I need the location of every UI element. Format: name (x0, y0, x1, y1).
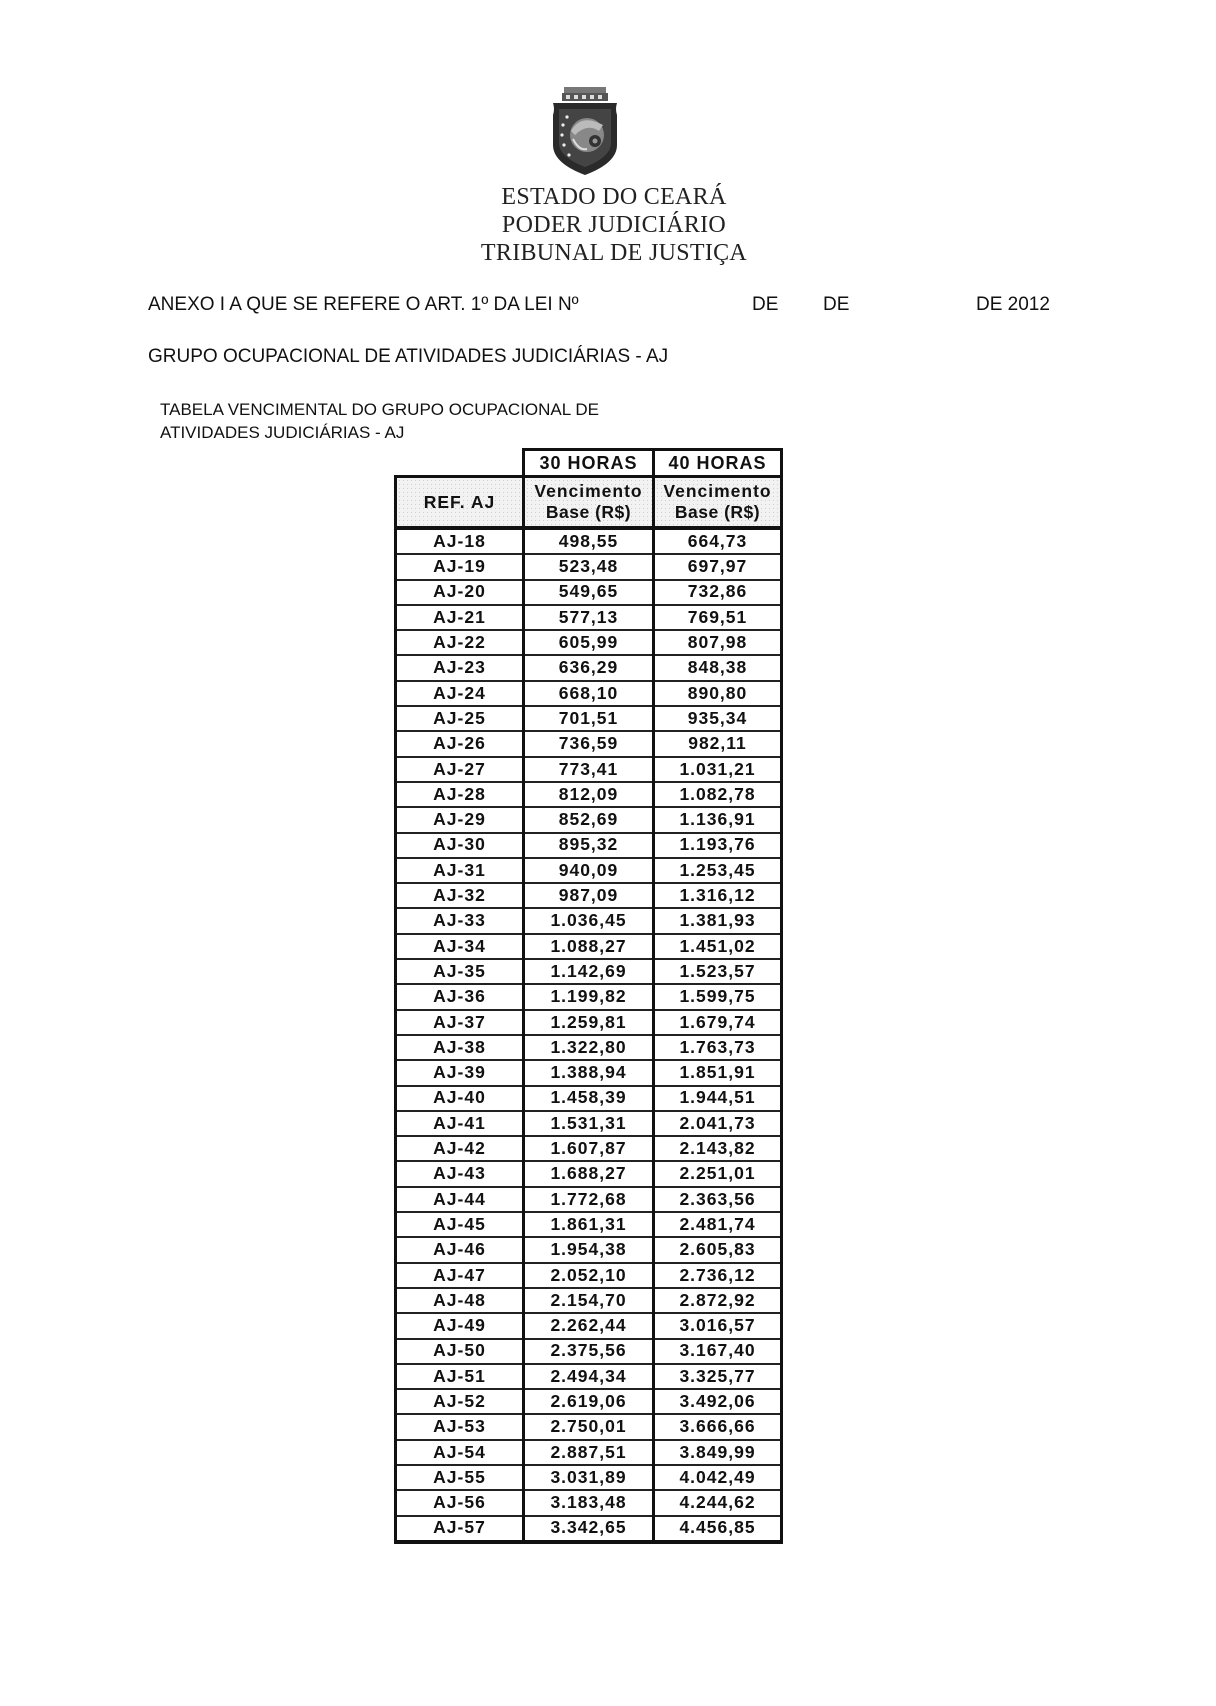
salary-30h-cell: 549,65 (524, 580, 654, 605)
ref-cell: AJ-53 (396, 1414, 524, 1439)
salary-40h-cell: 1.851,91 (654, 1060, 782, 1085)
salary-30h-cell: 773,41 (524, 757, 654, 782)
ref-cell: AJ-49 (396, 1313, 524, 1338)
table-row (396, 605, 782, 630)
table-title-line1: TABELA VENCIMENTAL DO GRUPO OCUPACIONAL DE (160, 400, 599, 419)
salary-40h-cell: 807,98 (654, 630, 782, 655)
table-row (396, 1060, 782, 1085)
ref-cell: AJ-46 (396, 1237, 524, 1262)
ref-cell: AJ-20 (396, 580, 524, 605)
salary-40h-cell: 769,51 (654, 605, 782, 630)
salary-40h-cell: 1.679,74 (654, 1010, 782, 1035)
salary-30h-cell: 1.954,38 (524, 1237, 654, 1262)
salary-30h-cell: 523,48 (524, 554, 654, 579)
header-court: TRIBUNAL DE JUSTIÇA (480, 240, 748, 266)
salary-40h-cell: 2.872,92 (654, 1288, 782, 1313)
table-row (396, 1161, 782, 1186)
header-ref: REF. AJ (396, 477, 524, 529)
table-row (396, 681, 782, 706)
salary-30h-cell: 1.607,87 (524, 1136, 654, 1161)
header-spacer (396, 450, 524, 477)
salary-30h-cell: 736,59 (524, 731, 654, 756)
salary-30h-cell: 987,09 (524, 883, 654, 908)
header-30-hours: 30 HORAS (524, 450, 654, 477)
table-row (396, 1187, 782, 1212)
ref-cell: AJ-33 (396, 908, 524, 933)
table-row (396, 1136, 782, 1161)
salary-30h-cell: 2.154,70 (524, 1288, 654, 1313)
salary-30h-cell: 1.861,31 (524, 1212, 654, 1237)
salary-40h-cell: 1.253,45 (654, 858, 782, 883)
ref-cell: AJ-18 (396, 528, 524, 554)
salary-30h-cell: 1.688,27 (524, 1161, 654, 1186)
salary-40h-cell: 1.451,02 (654, 934, 782, 959)
salary-30h-cell: 3.031,89 (524, 1465, 654, 1490)
table-row (396, 580, 782, 605)
header-base-salary-30 (524, 477, 654, 529)
salary-40h-cell: 1.523,57 (654, 959, 782, 984)
header-40-hours: 40 HORAS (654, 450, 782, 477)
column-header-row (396, 477, 782, 529)
salary-30h-cell: 1.388,94 (524, 1060, 654, 1085)
table-row (396, 934, 782, 959)
ref-cell: AJ-27 (396, 757, 524, 782)
ref-cell: AJ-44 (396, 1187, 524, 1212)
ref-cell: AJ-54 (396, 1440, 524, 1465)
salary-30h-cell: 2.494,34 (524, 1364, 654, 1389)
salary-40h-cell: 732,86 (654, 580, 782, 605)
table-row (396, 731, 782, 756)
table-row (396, 1288, 782, 1313)
table-row (396, 1389, 782, 1414)
table-row (396, 757, 782, 782)
annex-month-placeholder: DE (823, 294, 850, 315)
ref-cell: AJ-29 (396, 807, 524, 832)
salary-30h-cell: 3.183,48 (524, 1490, 654, 1515)
ref-cell: AJ-35 (396, 959, 524, 984)
salary-30h-cell: 1.322,80 (524, 1035, 654, 1060)
salary-30h-cell: 1.142,69 (524, 959, 654, 984)
ref-cell: AJ-28 (396, 782, 524, 807)
salary-40h-cell: 2.736,12 (654, 1263, 782, 1288)
header-base-salary-30-line1: Vencimento (534, 481, 643, 501)
salary-40h-cell: 2.605,83 (654, 1237, 782, 1262)
table-row (396, 706, 782, 731)
salary-40h-cell: 3.016,57 (654, 1313, 782, 1338)
table-body (396, 528, 782, 1542)
table-row (396, 630, 782, 655)
table-row (396, 1490, 782, 1515)
table-row (396, 1364, 782, 1389)
table-row (396, 858, 782, 883)
salary-30h-cell: 1.772,68 (524, 1187, 654, 1212)
salary-40h-cell: 1.599,75 (654, 984, 782, 1009)
table-row (396, 528, 782, 554)
table-row (396, 655, 782, 680)
salary-30h-cell: 2.887,51 (524, 1440, 654, 1465)
salary-30h-cell: 1.531,31 (524, 1111, 654, 1136)
table-row (396, 959, 782, 984)
salary-40h-cell: 3.666,66 (654, 1414, 782, 1439)
ref-cell: AJ-22 (396, 630, 524, 655)
ref-cell: AJ-47 (396, 1263, 524, 1288)
salary-40h-cell: 1.193,76 (654, 833, 782, 858)
table-row (396, 554, 782, 579)
ref-cell: AJ-41 (396, 1111, 524, 1136)
ref-cell: AJ-21 (396, 605, 524, 630)
ref-cell: AJ-24 (396, 681, 524, 706)
salary-30h-cell: 895,32 (524, 833, 654, 858)
table-row (396, 1086, 782, 1111)
ref-cell: AJ-40 (396, 1086, 524, 1111)
ref-cell: AJ-42 (396, 1136, 524, 1161)
header-base-salary-40-line2: Base (R$) (674, 502, 761, 522)
header-state: ESTADO DO CEARÁ (501, 184, 727, 210)
ref-cell: AJ-34 (396, 934, 524, 959)
ref-cell: AJ-31 (396, 858, 524, 883)
ref-cell: AJ-50 (396, 1339, 524, 1364)
table-row (396, 1237, 782, 1262)
annex-reference: ANEXO I A QUE SE REFERE O ART. 1º DA LEI Nº (148, 294, 579, 315)
header-power: PODER JUDICIÁRIO (501, 212, 727, 238)
salary-30h-cell: 498,55 (524, 528, 654, 554)
salary-40h-cell: 1.136,91 (654, 807, 782, 832)
salary-30h-cell: 2.750,01 (524, 1414, 654, 1439)
salary-40h-cell: 2.251,01 (654, 1161, 782, 1186)
salary-30h-cell: 3.342,65 (524, 1516, 654, 1542)
salary-40h-cell: 935,34 (654, 706, 782, 731)
table-row (396, 1440, 782, 1465)
salary-40h-cell: 4.244,62 (654, 1490, 782, 1515)
salary-30h-cell: 1.458,39 (524, 1086, 654, 1111)
annex-day-placeholder: DE (752, 294, 779, 315)
salary-40h-cell: 2.143,82 (654, 1136, 782, 1161)
table-row (396, 1010, 782, 1035)
table-row (396, 984, 782, 1009)
ref-cell: AJ-43 (396, 1161, 524, 1186)
ref-cell: AJ-45 (396, 1212, 524, 1237)
header-base-salary-40-line1: Vencimento (663, 481, 772, 501)
ref-cell: AJ-37 (396, 1010, 524, 1035)
salary-40h-cell: 3.492,06 (654, 1389, 782, 1414)
coat-of-arms-icon (547, 85, 623, 177)
salary-30h-cell: 812,09 (524, 782, 654, 807)
table-row (396, 1212, 782, 1237)
ref-cell: AJ-23 (396, 655, 524, 680)
salary-30h-cell: 668,10 (524, 681, 654, 706)
salary-30h-cell: 2.619,06 (524, 1389, 654, 1414)
annex-year: DE 2012 (976, 294, 1050, 315)
table-row (396, 1035, 782, 1060)
table-row (396, 1313, 782, 1338)
table-row (396, 807, 782, 832)
salary-40h-cell: 890,80 (654, 681, 782, 706)
salary-40h-cell: 1.316,12 (654, 883, 782, 908)
ref-cell: AJ-19 (396, 554, 524, 579)
ref-cell: AJ-48 (396, 1288, 524, 1313)
table-row (396, 1339, 782, 1364)
salary-40h-cell: 4.456,85 (654, 1516, 782, 1542)
salary-40h-cell: 2.363,56 (654, 1187, 782, 1212)
ref-cell: AJ-56 (396, 1490, 524, 1515)
header-base-salary-30-line2: Base (R$) (545, 502, 632, 522)
table-row (396, 883, 782, 908)
salary-40h-cell: 1.763,73 (654, 1035, 782, 1060)
salary-40h-cell: 4.042,49 (654, 1465, 782, 1490)
ref-cell: AJ-38 (396, 1035, 524, 1060)
salary-30h-cell: 1.199,82 (524, 984, 654, 1009)
salary-40h-cell: 3.167,40 (654, 1339, 782, 1364)
salary-30h-cell: 2.052,10 (524, 1263, 654, 1288)
table-row (396, 833, 782, 858)
ref-cell: AJ-30 (396, 833, 524, 858)
salary-40h-cell: 3.849,99 (654, 1440, 782, 1465)
salary-40h-cell: 697,97 (654, 554, 782, 579)
table-row (396, 1263, 782, 1288)
salary-30h-cell: 605,99 (524, 630, 654, 655)
salary-30h-cell: 1.259,81 (524, 1010, 654, 1035)
salary-40h-cell: 664,73 (654, 528, 782, 554)
ref-cell: AJ-57 (396, 1516, 524, 1542)
table-row (396, 1516, 782, 1542)
salary-40h-cell: 3.325,77 (654, 1364, 782, 1389)
table-row (396, 1111, 782, 1136)
salary-30h-cell: 2.262,44 (524, 1313, 654, 1338)
salary-40h-cell: 1.031,21 (654, 757, 782, 782)
salary-30h-cell: 577,13 (524, 605, 654, 630)
salary-40h-cell: 1.381,93 (654, 908, 782, 933)
ref-cell: AJ-52 (396, 1389, 524, 1414)
table-row (396, 782, 782, 807)
table-row (396, 1414, 782, 1439)
ref-cell: AJ-25 (396, 706, 524, 731)
ref-cell: AJ-36 (396, 984, 524, 1009)
ref-cell: AJ-51 (396, 1364, 524, 1389)
salary-30h-cell: 852,69 (524, 807, 654, 832)
salary-30h-cell: 1.036,45 (524, 908, 654, 933)
salary-40h-cell: 1.944,51 (654, 1086, 782, 1111)
salary-40h-cell: 2.041,73 (654, 1111, 782, 1136)
salary-40h-cell: 2.481,74 (654, 1212, 782, 1237)
ref-cell: AJ-39 (396, 1060, 524, 1085)
ref-cell: AJ-32 (396, 883, 524, 908)
group-title: GRUPO OCUPACIONAL DE ATIVIDADES JUDICIÁRIAS - AJ (148, 346, 669, 367)
salary-table (394, 448, 783, 1544)
ref-cell: AJ-55 (396, 1465, 524, 1490)
ref-cell: AJ-26 (396, 731, 524, 756)
header-base-salary-40 (654, 477, 782, 529)
table-row (396, 1465, 782, 1490)
table-title-line2: ATIVIDADES JUDICIÁRIAS - AJ (160, 423, 405, 442)
hours-header-row (396, 450, 782, 477)
salary-40h-cell: 1.082,78 (654, 782, 782, 807)
table-row (396, 908, 782, 933)
salary-30h-cell: 940,09 (524, 858, 654, 883)
salary-30h-cell: 701,51 (524, 706, 654, 731)
salary-40h-cell: 982,11 (654, 731, 782, 756)
salary-30h-cell: 636,29 (524, 655, 654, 680)
salary-30h-cell: 2.375,56 (524, 1339, 654, 1364)
salary-40h-cell: 848,38 (654, 655, 782, 680)
salary-30h-cell: 1.088,27 (524, 934, 654, 959)
